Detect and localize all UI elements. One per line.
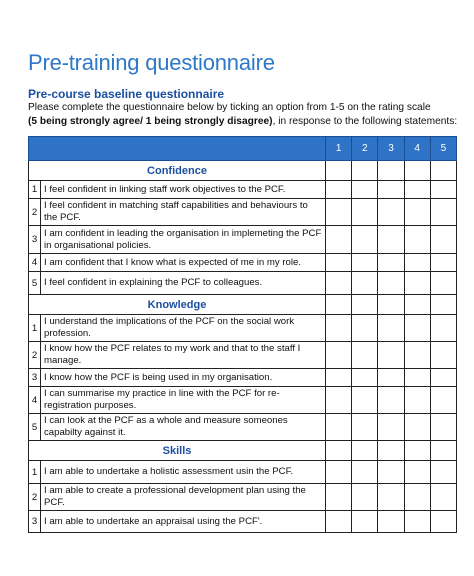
rating-cell-3[interactable] <box>378 342 404 369</box>
rating-cell-1[interactable] <box>326 181 352 199</box>
question-number: 5 <box>29 272 41 295</box>
question-row <box>29 272 457 295</box>
rating-cell-2[interactable] <box>352 254 378 272</box>
rating-cell-5[interactable] <box>430 387 456 414</box>
question-text: I understand the implications of the PCF on the social work profession. <box>41 315 326 342</box>
rating-cell-5[interactable] <box>430 272 456 295</box>
rating-cell-2[interactable] <box>352 461 378 484</box>
question-number: 2 <box>29 484 41 511</box>
rating-cell-2[interactable] <box>352 484 378 511</box>
intro-suffix: , in response to the following statements: <box>272 116 458 127</box>
section-label: Skills <box>29 441 326 461</box>
rating-cell-4[interactable] <box>404 199 430 226</box>
section-header-row <box>29 295 457 315</box>
question-text: I can look at the PCF as a whole and measure someones capabilty against it. <box>41 414 326 441</box>
question-number: 1 <box>29 461 41 484</box>
section-rating-blank <box>352 295 378 315</box>
rating-scale-note: (5 being strongly agree/ 1 being strongly disagree) <box>28 116 273 127</box>
question-number: 5 <box>29 414 41 441</box>
rating-cell-3[interactable] <box>378 315 404 342</box>
question-text: I know how the PCF relates to my work and that to the staff I manage. <box>41 342 326 369</box>
section-rating-blank <box>404 295 430 315</box>
rating-cell-3[interactable] <box>378 199 404 226</box>
question-number: 1 <box>29 315 41 342</box>
question-row <box>29 226 457 254</box>
rating-header-1: 1 <box>326 137 352 161</box>
rating-cell-1[interactable] <box>326 272 352 295</box>
rating-cell-1[interactable] <box>326 414 352 441</box>
rating-cell-4[interactable] <box>404 484 430 511</box>
rating-cell-1[interactable] <box>326 254 352 272</box>
rating-header-3: 3 <box>378 137 404 161</box>
rating-cell-2[interactable] <box>352 414 378 441</box>
rating-cell-2[interactable] <box>352 272 378 295</box>
rating-cell-3[interactable] <box>378 369 404 387</box>
question-row <box>29 199 457 226</box>
rating-cell-1[interactable] <box>326 226 352 254</box>
rating-cell-1[interactable] <box>326 315 352 342</box>
intro-instructions <box>28 116 457 127</box>
header-blank <box>29 137 326 161</box>
question-row <box>29 511 457 533</box>
rating-cell-5[interactable] <box>430 369 456 387</box>
question-text: I know how the PCF is being used in my organisation. <box>41 369 326 387</box>
rating-cell-5[interactable] <box>430 226 456 254</box>
rating-cell-1[interactable] <box>326 484 352 511</box>
question-number: 3 <box>29 511 41 533</box>
rating-cell-3[interactable] <box>378 511 404 533</box>
rating-cell-3[interactable] <box>378 387 404 414</box>
section-rating-blank <box>430 295 456 315</box>
rating-cell-5[interactable] <box>430 484 456 511</box>
section-rating-blank <box>430 441 456 461</box>
section-rating-blank <box>430 161 456 181</box>
rating-header-4: 4 <box>404 137 430 161</box>
rating-cell-4[interactable] <box>404 342 430 369</box>
section-rating-blank <box>352 441 378 461</box>
rating-cell-5[interactable] <box>430 315 456 342</box>
question-number: 2 <box>29 199 41 226</box>
rating-cell-1[interactable] <box>326 511 352 533</box>
rating-cell-5[interactable] <box>430 511 456 533</box>
rating-cell-4[interactable] <box>404 254 430 272</box>
section-label: Knowledge <box>29 295 326 315</box>
rating-cell-3[interactable] <box>378 414 404 441</box>
question-text: I can summarise my practice in line with the PCF for re-registration purposes. <box>41 387 326 414</box>
section-rating-blank <box>404 161 430 181</box>
question-row <box>29 254 457 272</box>
rating-cell-2[interactable] <box>352 387 378 414</box>
rating-cell-1[interactable] <box>326 461 352 484</box>
section-header-row <box>29 161 457 181</box>
rating-cell-4[interactable] <box>404 181 430 199</box>
rating-cell-4[interactable] <box>404 315 430 342</box>
question-text: I feel confident in linking staff work objectives to the PCF. <box>41 181 326 199</box>
rating-cell-2[interactable] <box>352 342 378 369</box>
question-row <box>29 414 457 441</box>
section-rating-blank <box>378 295 404 315</box>
section-rating-blank <box>404 441 430 461</box>
subtitle: Pre-course baseline questionnaire <box>28 87 225 101</box>
question-row <box>29 387 457 414</box>
rating-cell-2[interactable] <box>352 511 378 533</box>
page-title: Pre-training questionnaire <box>28 50 275 75</box>
rating-header-5: 5 <box>430 137 456 161</box>
section-rating-blank <box>378 441 404 461</box>
rating-cell-5[interactable] <box>430 254 456 272</box>
section-rating-blank <box>326 161 352 181</box>
question-row <box>29 484 457 511</box>
question-row <box>29 369 457 387</box>
rating-cell-5[interactable] <box>430 199 456 226</box>
question-number: 2 <box>29 342 41 369</box>
rating-cell-1[interactable] <box>326 387 352 414</box>
question-text: I am able to undertake a holistic assessment usin the PCF. <box>41 461 326 484</box>
question-text: I feel confident in explaining the PCF to colleagues. <box>41 272 326 295</box>
rating-cell-4[interactable] <box>404 414 430 441</box>
section-rating-blank <box>378 161 404 181</box>
rating-cell-3[interactable] <box>378 272 404 295</box>
question-row <box>29 181 457 199</box>
section-header-row <box>29 441 457 461</box>
question-number: 4 <box>29 387 41 414</box>
section-rating-blank <box>352 161 378 181</box>
rating-cell-4[interactable] <box>404 226 430 254</box>
question-text: I am confident that I know what is expected of me in my role. <box>41 254 326 272</box>
rating-cell-3[interactable] <box>378 226 404 254</box>
section-rating-blank <box>326 295 352 315</box>
rating-cell-5[interactable] <box>430 414 456 441</box>
rating-cell-2[interactable] <box>352 226 378 254</box>
rating-cell-5[interactable] <box>430 181 456 199</box>
rating-cell-2[interactable] <box>352 369 378 387</box>
rating-cell-4[interactable] <box>404 387 430 414</box>
question-number: 3 <box>29 369 41 387</box>
intro-text: Please complete the questionnaire below by ticking an option from 1-5 on the rating scale <box>28 102 431 113</box>
rating-header-2: 2 <box>352 137 378 161</box>
question-text: I am able to create a professional development plan using the PCF. <box>41 484 326 511</box>
rating-cell-5[interactable] <box>430 342 456 369</box>
rating-cell-4[interactable] <box>404 272 430 295</box>
question-number: 1 <box>29 181 41 199</box>
rating-header-row <box>29 137 457 161</box>
questionnaire-table <box>28 136 457 533</box>
section-label: Confidence <box>29 161 326 181</box>
question-text: I am able to undertake an appraisal using the PCF'. <box>41 511 326 533</box>
rating-cell-2[interactable] <box>352 199 378 226</box>
rating-cell-3[interactable] <box>378 254 404 272</box>
rating-cell-3[interactable] <box>378 461 404 484</box>
rating-cell-1[interactable] <box>326 342 352 369</box>
question-row <box>29 342 457 369</box>
rating-cell-4[interactable] <box>404 369 430 387</box>
section-rating-blank <box>326 441 352 461</box>
rating-cell-5[interactable] <box>430 461 456 484</box>
rating-cell-1[interactable] <box>326 199 352 226</box>
question-text: I feel confident in matching staff capabilities and behaviours to the PCF. <box>41 199 326 226</box>
rating-cell-2[interactable] <box>352 181 378 199</box>
question-text: I am confident in leading the organisation in implemeting the PCF in organisational policies. <box>41 226 326 254</box>
question-number: 4 <box>29 254 41 272</box>
question-row <box>29 315 457 342</box>
question-number: 3 <box>29 226 41 254</box>
rating-cell-1[interactable] <box>326 369 352 387</box>
rating-cell-4[interactable] <box>404 511 430 533</box>
rating-cell-3[interactable] <box>378 484 404 511</box>
rating-cell-2[interactable] <box>352 315 378 342</box>
question-row <box>29 461 457 484</box>
rating-cell-4[interactable] <box>404 461 430 484</box>
rating-cell-3[interactable] <box>378 181 404 199</box>
